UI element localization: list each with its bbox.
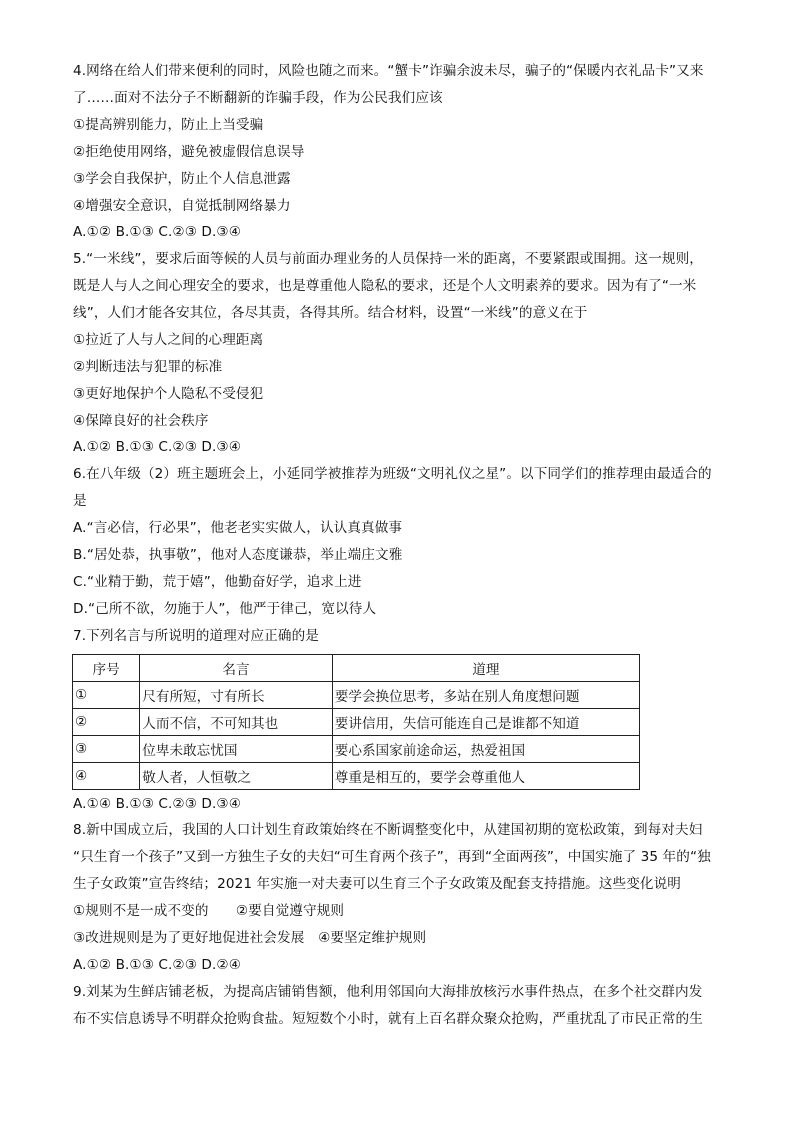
- q6-choice-b: B.“居处恭，执事敬”，他对人态度谦恭，举止端庄文雅: [73, 547, 403, 563]
- q8-items-row1: ①规则不是一成不变的 ②要自觉遵守规则: [73, 903, 345, 919]
- row-quote: 敬人者，人恒敬之: [140, 763, 332, 790]
- q7-stem: 7.下列名言与所说明的道理对应正确的是: [73, 628, 319, 644]
- row-principle: 尊重是相互的，要学会尊重他人: [332, 763, 639, 790]
- table-row: [73, 682, 640, 709]
- col-header-principle: 道理: [332, 655, 639, 682]
- q9-stem-line2: 布不实信息诱导不明群众抢购食盐。短短数个小时，就有上百名群众聚众抢购，严重扰乱了市民正常的生: [73, 1011, 703, 1027]
- q6-stem-line2: 是: [73, 493, 87, 509]
- row-number: ①: [73, 682, 140, 709]
- q4-options: A.①② B.①③ C.②③ D.③④: [73, 224, 241, 240]
- row-quote: 尺有所短，寸有所长: [140, 682, 332, 709]
- table-row: [73, 709, 640, 736]
- q8-options: A.①② B.①③ C.②③ D.②④: [73, 957, 241, 973]
- q6-stem-line1: 6.在八年级（2）班主题班会上，小延同学被推荐为班级“文明礼仪之星”。以下同学们的推荐理由最适合的: [73, 466, 712, 482]
- table-row: [73, 736, 640, 763]
- table-header-row: [73, 655, 640, 682]
- q4-item-1: ①提高辨别能力，防止上当受骗: [73, 117, 264, 133]
- q9-stem-line1: 9.刘某为生鲜店铺老板，为提高店铺销售额，他利用邻国向大海排放核污水事件热点，在多个社交群内发: [73, 984, 703, 1000]
- q5-item-4: ④保障良好的社会秩序: [73, 413, 209, 429]
- q4-item-3: ③学会自我保护，防止个人信息泄露: [73, 171, 291, 187]
- q4-item-4: ④增强安全意识，自觉抵制网络暴力: [73, 198, 291, 214]
- col-header-quote: 名言: [140, 655, 332, 682]
- table-row: [73, 763, 640, 790]
- row-quote: 人而不信，不可知其也: [140, 709, 332, 736]
- row-quote: 位卑未敢忘忧国: [140, 736, 332, 763]
- row-number: ④: [73, 763, 140, 790]
- q5-item-3: ③更好地保护个人隐私不受侵犯: [73, 386, 264, 402]
- row-principle: 要心系国家前途命运，热爱祖国: [332, 736, 639, 763]
- q6-choice-a: A.“言必信，行必果”，他老老实实做人，认认真真做事: [73, 520, 403, 536]
- q5-stem-line2: 既是人与人之间心理安全的要求，也是尊重他人隐私的要求，还是个人文明素养的要求。因为有了“一米: [73, 278, 697, 294]
- q8-stem-line1: 8.新中国成立后，我国的人口计划生育政策始终在不断调整变化中，从建国初期的宽松政策，到每对夫妇: [73, 822, 703, 838]
- col-header-number: 序号: [73, 655, 140, 682]
- row-number: ②: [73, 709, 140, 736]
- q6-choice-d: D.“己所不欲，勿施于人”，他严于律己，宽以待人: [73, 601, 377, 617]
- q5-item-2: ②判断违法与犯罪的标准: [73, 359, 223, 375]
- q4-item-2: ②拒绝使用网络，避免被虚假信息误导: [73, 144, 305, 160]
- q8-items-row2: ③改进规则是为了更好地促进社会发展 ④要坚定维护规则: [73, 930, 427, 946]
- q5-options: A.①② B.①③ C.②③ D.③④: [73, 439, 241, 455]
- q6-choice-c: C.“业精于勤，荒于嬉”，他勤奋好学，追求上进: [73, 574, 362, 590]
- q4-stem-line1: 4.网络在给人们带来便利的同时，风险也随之而来。“蟹卡”诈骗余波未尽，骗子的“保暖内衣礼品卡”又来: [73, 63, 704, 79]
- q8-stem-line3: 生子女政策”宣告终结；2021 年实施一对夫妻可以生育三个子女政策及配套支持措施。这些变化说明: [73, 876, 681, 892]
- row-principle: 要讲信用，失信可能连自己是谁都不知道: [332, 709, 639, 736]
- quotes-table: [72, 654, 640, 790]
- q5-stem-line1: 5.“一米线”，要求后面等候的人员与前面办理业务的人员保持一米的距离，不要紧跟或围拥。这一规则，: [73, 251, 703, 267]
- q5-item-1: ①拉近了人与人之间的心理距离: [73, 332, 264, 348]
- q8-stem-line2: “只生育一个孩子”又到一方独生子女的夫妇“可生育两个孩子”，再到“全面两孩”，中国实施了 35 年的“独: [73, 849, 711, 865]
- q7-options: A.①④ B.①③ C.②③ D.③④: [73, 796, 241, 812]
- row-principle: 要学会换位思考，多站在别人角度想问题: [332, 682, 639, 709]
- row-number: ③: [73, 736, 140, 763]
- q4-stem-line2: 了……面对不法分子不断翻新的诈骗手段，作为公民我们应该: [73, 90, 443, 106]
- q5-stem-line3: 线”，人们才能各安其位，各尽其责，各得其所。结合材料，设置“一米线”的意义在于: [73, 305, 588, 321]
